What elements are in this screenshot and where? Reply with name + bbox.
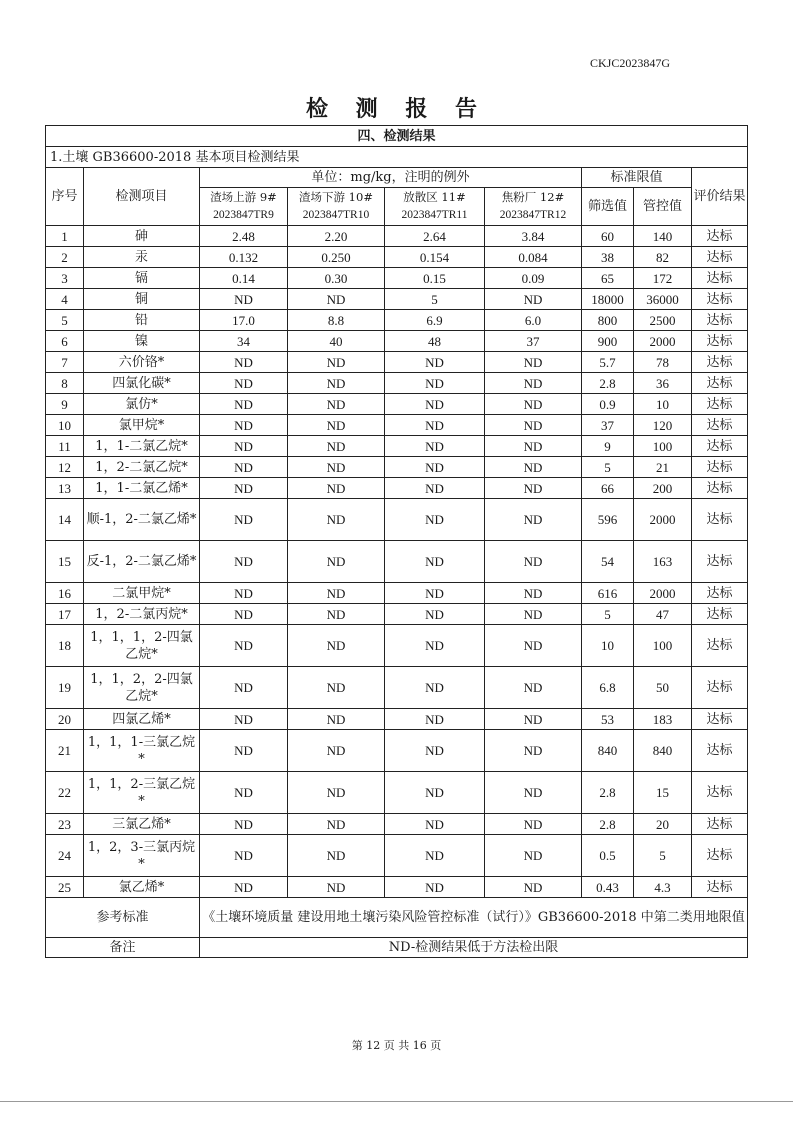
row-value: ND xyxy=(288,394,385,415)
table-row xyxy=(46,394,748,415)
row-item: 氯甲烷* xyxy=(84,415,200,436)
row-value: ND xyxy=(200,772,288,814)
row-control: 2000 xyxy=(634,583,692,604)
row-control: 36000 xyxy=(634,289,692,310)
row-screen: 6.8 xyxy=(582,667,634,709)
row-item: 铅 xyxy=(84,310,200,331)
row-value: ND xyxy=(385,772,485,814)
row-value: 6.0 xyxy=(485,310,582,331)
table-row xyxy=(46,415,748,436)
table-row xyxy=(46,877,748,898)
row-control: 2500 xyxy=(634,310,692,331)
row-result: 达标 xyxy=(692,877,748,898)
row-item: 二氯甲烷* xyxy=(84,583,200,604)
row-seq: 12 xyxy=(46,457,84,478)
row-control: 200 xyxy=(634,478,692,499)
row-result: 达标 xyxy=(692,541,748,583)
row-result: 达标 xyxy=(692,247,748,268)
sample-header xyxy=(288,188,385,226)
row-value: ND xyxy=(385,625,485,667)
row-value: 8.8 xyxy=(288,310,385,331)
row-control: 4.3 xyxy=(634,877,692,898)
row-screen: 2.8 xyxy=(582,814,634,835)
row-value: ND xyxy=(288,457,385,478)
col-header-eval: 评价结果 xyxy=(692,168,748,226)
row-result: 达标 xyxy=(692,415,748,436)
sample-header xyxy=(385,188,485,226)
row-control: 840 xyxy=(634,730,692,772)
row-value: ND xyxy=(385,478,485,499)
row-value: ND xyxy=(385,457,485,478)
table-row xyxy=(46,457,748,478)
row-value: ND xyxy=(288,625,385,667)
row-item: 1，1-二氯乙烯* xyxy=(84,478,200,499)
table-row xyxy=(46,625,748,667)
row-screen: 596 xyxy=(582,499,634,541)
col-header-control: 管控值 xyxy=(634,188,692,226)
row-result: 达标 xyxy=(692,289,748,310)
row-item: 1，2-二氯乙烷* xyxy=(84,457,200,478)
row-screen: 37 xyxy=(582,415,634,436)
row-control: 36 xyxy=(634,373,692,394)
row-control: 82 xyxy=(634,247,692,268)
row-result: 达标 xyxy=(692,835,748,877)
row-item: 1，2，3-三氯丙烷* xyxy=(84,835,200,877)
table-row xyxy=(46,772,748,814)
row-value: 6.9 xyxy=(385,310,485,331)
row-value: ND xyxy=(200,814,288,835)
row-value: ND xyxy=(200,604,288,625)
row-result: 达标 xyxy=(692,604,748,625)
row-value: ND xyxy=(288,835,385,877)
row-control: 5 xyxy=(634,835,692,877)
row-result: 达标 xyxy=(692,478,748,499)
row-value: ND xyxy=(200,667,288,709)
row-value: 0.14 xyxy=(200,268,288,289)
row-seq: 14 xyxy=(46,499,84,541)
table-row xyxy=(46,247,748,268)
row-item: 镉 xyxy=(84,268,200,289)
row-value: ND xyxy=(288,373,385,394)
row-value: ND xyxy=(385,352,485,373)
row-item: 砷 xyxy=(84,226,200,247)
row-value: ND xyxy=(288,289,385,310)
table-row xyxy=(46,709,748,730)
row-value: ND xyxy=(200,583,288,604)
row-result: 达标 xyxy=(692,226,748,247)
row-value: ND xyxy=(485,373,582,394)
row-value: ND xyxy=(385,814,485,835)
row-control: 163 xyxy=(634,541,692,583)
row-value: ND xyxy=(200,835,288,877)
row-value: ND xyxy=(288,541,385,583)
row-seq: 8 xyxy=(46,373,84,394)
row-value: ND xyxy=(485,835,582,877)
row-value: ND xyxy=(385,583,485,604)
row-value: 2.48 xyxy=(200,226,288,247)
row-value: 3.84 xyxy=(485,226,582,247)
reference-text: 《土壤环境质量 建设用地土壤污染风险管控标准（试行）》GB36600-2018 中第二类用地限值 xyxy=(200,898,748,938)
row-screen: 5.7 xyxy=(582,352,634,373)
row-value: ND xyxy=(385,415,485,436)
row-value: ND xyxy=(288,772,385,814)
row-value: 17.0 xyxy=(200,310,288,331)
row-result: 达标 xyxy=(692,436,748,457)
row-value: ND xyxy=(200,373,288,394)
row-value: ND xyxy=(288,877,385,898)
note-label: 备注 xyxy=(46,938,200,958)
row-value: ND xyxy=(485,814,582,835)
row-value: ND xyxy=(288,352,385,373)
row-result: 达标 xyxy=(692,268,748,289)
row-value: ND xyxy=(200,478,288,499)
row-value: ND xyxy=(200,289,288,310)
row-seq: 1 xyxy=(46,226,84,247)
row-seq: 11 xyxy=(46,436,84,457)
sample-name: 渣场上游 9# xyxy=(210,190,277,204)
table-row xyxy=(46,310,748,331)
row-result: 达标 xyxy=(692,814,748,835)
row-value: 2.64 xyxy=(385,226,485,247)
row-result: 达标 xyxy=(692,625,748,667)
table-row xyxy=(46,268,748,289)
table-row xyxy=(46,226,748,247)
row-seq: 3 xyxy=(46,268,84,289)
row-seq: 21 xyxy=(46,730,84,772)
sample-name: 渣场下游 10# xyxy=(299,190,373,204)
table-row xyxy=(46,352,748,373)
row-item: 镍 xyxy=(84,331,200,352)
row-screen: 0.9 xyxy=(582,394,634,415)
row-value: ND xyxy=(288,415,385,436)
row-seq: 17 xyxy=(46,604,84,625)
row-value: ND xyxy=(288,730,385,772)
row-screen: 900 xyxy=(582,331,634,352)
section-title: 四、检测结果 xyxy=(46,126,748,147)
row-value: ND xyxy=(200,436,288,457)
row-value: ND xyxy=(385,877,485,898)
table-row xyxy=(46,583,748,604)
row-seq: 13 xyxy=(46,478,84,499)
row-control: 172 xyxy=(634,268,692,289)
row-item: 三氯乙烯* xyxy=(84,814,200,835)
row-seq: 9 xyxy=(46,394,84,415)
row-seq: 4 xyxy=(46,289,84,310)
row-seq: 18 xyxy=(46,625,84,667)
row-value: 34 xyxy=(200,331,288,352)
row-screen: 616 xyxy=(582,583,634,604)
row-value: 2.20 xyxy=(288,226,385,247)
row-value: ND xyxy=(385,499,485,541)
table-row xyxy=(46,373,748,394)
row-item: 反-1，2-二氯乙烯* xyxy=(84,541,200,583)
row-screen: 5 xyxy=(582,457,634,478)
row-item: 1，1-二氯乙烷* xyxy=(84,436,200,457)
row-item: 汞 xyxy=(84,247,200,268)
row-value: ND xyxy=(485,457,582,478)
row-control: 78 xyxy=(634,352,692,373)
row-screen: 800 xyxy=(582,310,634,331)
row-item: 1，1，2-三氯乙烷* xyxy=(84,772,200,814)
row-control: 47 xyxy=(634,604,692,625)
row-value: ND xyxy=(385,541,485,583)
row-value: ND xyxy=(485,667,582,709)
row-value: 0.084 xyxy=(485,247,582,268)
row-value: 0.30 xyxy=(288,268,385,289)
row-value: 0.09 xyxy=(485,268,582,289)
row-screen: 65 xyxy=(582,268,634,289)
unit-note: 单位：mg/kg，注明的例外 xyxy=(200,168,582,188)
row-control: 183 xyxy=(634,709,692,730)
row-screen: 38 xyxy=(582,247,634,268)
row-result: 达标 xyxy=(692,667,748,709)
row-result: 达标 xyxy=(692,457,748,478)
page-number: 第 12 页 共 16 页 xyxy=(351,1039,442,1052)
row-value: ND xyxy=(485,478,582,499)
row-seq: 25 xyxy=(46,877,84,898)
report-code: CKJC2023847G xyxy=(589,56,670,70)
row-value: ND xyxy=(288,583,385,604)
row-value: ND xyxy=(200,352,288,373)
row-value: ND xyxy=(200,625,288,667)
row-value: ND xyxy=(385,604,485,625)
row-seq: 19 xyxy=(46,667,84,709)
table-row xyxy=(46,730,748,772)
row-value: ND xyxy=(385,730,485,772)
row-seq: 5 xyxy=(46,310,84,331)
row-value: ND xyxy=(385,709,485,730)
row-result: 达标 xyxy=(692,352,748,373)
row-result: 达标 xyxy=(692,583,748,604)
row-result: 达标 xyxy=(692,499,748,541)
col-header-limit: 标准限值 xyxy=(582,168,692,188)
row-value: 0.250 xyxy=(288,247,385,268)
row-control: 20 xyxy=(634,814,692,835)
row-result: 达标 xyxy=(692,373,748,394)
sample-name: 放散区 11# xyxy=(403,190,466,204)
row-value: ND xyxy=(385,436,485,457)
row-value: ND xyxy=(200,709,288,730)
row-value: ND xyxy=(288,604,385,625)
row-screen: 53 xyxy=(582,709,634,730)
row-screen: 2.8 xyxy=(582,772,634,814)
row-seq: 15 xyxy=(46,541,84,583)
row-value: ND xyxy=(485,394,582,415)
table-row xyxy=(46,478,748,499)
row-screen: 5 xyxy=(582,604,634,625)
row-value: ND xyxy=(200,877,288,898)
sample-name: 焦粉厂 12# xyxy=(501,190,565,204)
row-control: 50 xyxy=(634,667,692,709)
note-text: ND-检测结果低于方法检出限 xyxy=(200,938,748,958)
row-value: ND xyxy=(385,373,485,394)
row-result: 达标 xyxy=(692,730,748,772)
row-result: 达标 xyxy=(692,772,748,814)
row-result: 达标 xyxy=(692,394,748,415)
row-value: 40 xyxy=(288,331,385,352)
row-seq: 10 xyxy=(46,415,84,436)
table-row xyxy=(46,541,748,583)
row-control: 10 xyxy=(634,394,692,415)
row-value: ND xyxy=(200,394,288,415)
row-value: ND xyxy=(485,499,582,541)
col-header-screen: 筛选值 xyxy=(582,188,634,226)
table-row xyxy=(46,814,748,835)
row-value: ND xyxy=(485,541,582,583)
results-table xyxy=(45,125,748,958)
row-item: 1，2-二氯丙烷* xyxy=(84,604,200,625)
row-value: ND xyxy=(200,457,288,478)
row-value: ND xyxy=(485,436,582,457)
table-row xyxy=(46,604,748,625)
row-value: ND xyxy=(288,667,385,709)
row-item: 1，1，2，2-四氯乙烷* xyxy=(84,667,200,709)
row-control: 2000 xyxy=(634,331,692,352)
row-seq: 22 xyxy=(46,772,84,814)
row-value: 48 xyxy=(385,331,485,352)
row-item: 四氯乙烯* xyxy=(84,709,200,730)
row-value: ND xyxy=(485,604,582,625)
row-value: ND xyxy=(288,436,385,457)
row-value: ND xyxy=(385,394,485,415)
row-control: 120 xyxy=(634,415,692,436)
row-item: 氯乙烯* xyxy=(84,877,200,898)
row-item: 四氯化碳* xyxy=(84,373,200,394)
row-value: 5 xyxy=(385,289,485,310)
row-seq: 7 xyxy=(46,352,84,373)
row-value: ND xyxy=(288,478,385,499)
row-result: 达标 xyxy=(692,310,748,331)
row-screen: 60 xyxy=(582,226,634,247)
row-value: ND xyxy=(485,625,582,667)
row-value: ND xyxy=(485,877,582,898)
row-value: ND xyxy=(200,499,288,541)
table-row xyxy=(46,289,748,310)
row-value: ND xyxy=(200,541,288,583)
row-value: ND xyxy=(200,415,288,436)
row-seq: 16 xyxy=(46,583,84,604)
row-value: ND xyxy=(485,583,582,604)
bottom-rule xyxy=(0,1101,793,1102)
row-control: 15 xyxy=(634,772,692,814)
row-screen: 10 xyxy=(582,625,634,667)
table-row xyxy=(46,331,748,352)
row-value: 0.154 xyxy=(385,247,485,268)
sample-header xyxy=(485,188,582,226)
reference-label: 参考标准 xyxy=(46,898,200,938)
row-seq: 24 xyxy=(46,835,84,877)
row-value: ND xyxy=(200,730,288,772)
section-subtitle: 1.土壤 GB36600-2018 基本项目检测结果 xyxy=(46,147,748,168)
row-value: ND xyxy=(288,499,385,541)
row-value: ND xyxy=(385,667,485,709)
row-item: 1，1，1，2-四氯乙烷* xyxy=(84,625,200,667)
row-control: 140 xyxy=(634,226,692,247)
table-row xyxy=(46,835,748,877)
row-value: ND xyxy=(485,772,582,814)
row-screen: 2.8 xyxy=(582,373,634,394)
row-value: ND xyxy=(385,835,485,877)
sample-header xyxy=(200,188,288,226)
report-title: 检 测 报 告 xyxy=(306,96,487,122)
row-screen: 66 xyxy=(582,478,634,499)
row-control: 100 xyxy=(634,625,692,667)
row-item: 铜 xyxy=(84,289,200,310)
table-row xyxy=(46,667,748,709)
row-value: ND xyxy=(485,709,582,730)
row-value: ND xyxy=(288,709,385,730)
row-control: 21 xyxy=(634,457,692,478)
row-value: ND xyxy=(485,352,582,373)
row-value: ND xyxy=(485,730,582,772)
row-value: 0.15 xyxy=(385,268,485,289)
row-item: 顺-1，2-二氯乙烯* xyxy=(84,499,200,541)
row-value: 0.132 xyxy=(200,247,288,268)
row-value: ND xyxy=(485,415,582,436)
table-row xyxy=(46,436,748,457)
row-screen: 18000 xyxy=(582,289,634,310)
col-header-item: 检测项目 xyxy=(84,168,200,226)
row-screen: 54 xyxy=(582,541,634,583)
row-seq: 2 xyxy=(46,247,84,268)
row-value: 37 xyxy=(485,331,582,352)
col-header-seq: 序号 xyxy=(46,168,84,226)
sample-code: 2023847TR12 xyxy=(499,209,567,221)
row-result: 达标 xyxy=(692,331,748,352)
row-screen: 840 xyxy=(582,730,634,772)
row-control: 100 xyxy=(634,436,692,457)
row-screen: 0.5 xyxy=(582,835,634,877)
row-item: 六价铬* xyxy=(84,352,200,373)
row-item: 1，1，1-三氯乙烷* xyxy=(84,730,200,772)
sample-code: 2023847TR9 xyxy=(213,209,274,221)
row-value: ND xyxy=(288,814,385,835)
row-control: 2000 xyxy=(634,499,692,541)
row-seq: 6 xyxy=(46,331,84,352)
row-item: 氯仿* xyxy=(84,394,200,415)
sample-code: 2023847TR11 xyxy=(401,209,468,221)
row-screen: 9 xyxy=(582,436,634,457)
sample-code: 2023847TR10 xyxy=(302,209,370,221)
row-seq: 20 xyxy=(46,709,84,730)
row-seq: 23 xyxy=(46,814,84,835)
row-screen: 0.43 xyxy=(582,877,634,898)
table-row xyxy=(46,499,748,541)
row-value: ND xyxy=(485,289,582,310)
row-result: 达标 xyxy=(692,709,748,730)
